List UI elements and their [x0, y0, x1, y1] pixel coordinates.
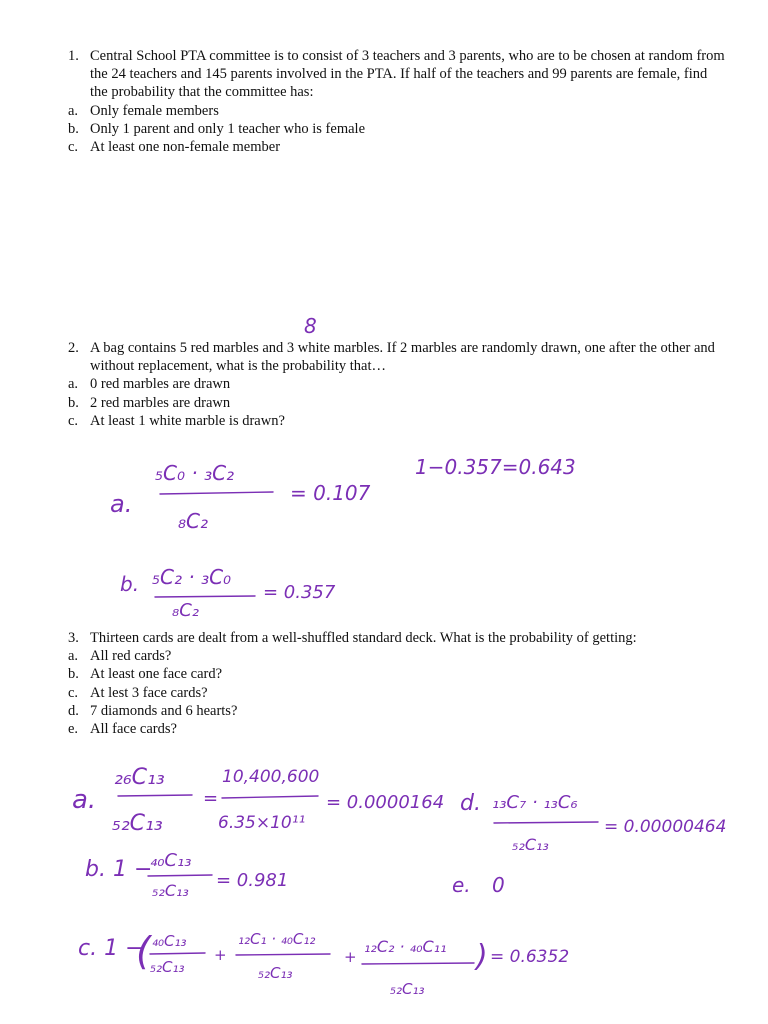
option-letter: b.: [68, 666, 79, 683]
p2-b-numerator: ₅C₂ · ₃C₀: [152, 565, 232, 589]
p3-c-term1-denominator: ₅₂C₁₃: [150, 958, 185, 976]
p2-c-result: 1−0.357=0.643: [415, 455, 576, 479]
p3-c-result: = 0.6352: [490, 947, 570, 967]
p3-e-label: e.: [452, 873, 471, 897]
p2-a-fraction-bar: [160, 492, 273, 494]
p3-b-result: = 0.981: [216, 870, 289, 891]
p3-d-denominator: ₅₂C₁₃: [512, 835, 549, 854]
problem-2-number: 2.: [68, 340, 79, 356]
p3-e-result: 0: [492, 873, 505, 897]
p3-d-numerator: ₁₃C₇ · ₁₃C₆: [492, 792, 578, 813]
option-text: 0 red marbles are drawn: [90, 376, 231, 393]
problem-2-text: A bag contains 5 red marbles and 3 white marbles. If 2 marbles are randomly drawn, one after the other and without replacement, what is the probability that…: [90, 340, 715, 375]
p3-a-fraction-bar: [118, 795, 192, 796]
p3-c-plus-1: +: [214, 946, 227, 964]
p3-b-label: b. 1 −: [85, 857, 153, 882]
p2-b-result: = 0.357: [263, 582, 336, 603]
p3-a-fraction-bar2: [222, 796, 318, 798]
p2-b-denominator: ₈C₂: [172, 600, 199, 621]
problem-1-text: Central School PTA committee is to consist of 3 teachers and 3 parents, who are to be chosen at random from the 24 teachers and 145 parents involved in the PTA. If half of the teachers and 99 parents are female, find the probability that the committee has:: [90, 48, 725, 101]
option-text: Only 1 parent and only 1 teacher who is female: [90, 120, 366, 137]
p3-d-result: = 0.00000464: [604, 817, 727, 837]
ink-group: [72, 314, 726, 998]
option-letter: c.: [68, 684, 79, 701]
p3-a-denominator2: 6.35×10¹¹: [218, 813, 306, 833]
option-text: 2 red marbles are drawn: [90, 394, 231, 411]
p3-c-term3-bar: [362, 963, 474, 964]
option-text: At least 1 white marble is drawn?: [90, 412, 285, 429]
p2-a-numerator: ₅C₀ · ₃C₂: [155, 461, 235, 485]
p3-c-term1-bar: [150, 953, 205, 954]
stray-digit: 8: [304, 314, 317, 338]
p2-a-result: = 0.107: [290, 481, 371, 505]
p3-b-denominator: ₅₂C₁₃: [152, 881, 189, 900]
p3-a-label: a.: [72, 785, 97, 815]
p3-c-term2-denominator: ₅₂C₁₃: [258, 964, 293, 982]
p3-c-term3-denominator: ₅₂C₁₃: [390, 980, 425, 998]
p3-d-label: d.: [460, 791, 481, 816]
p3-a-numerator: ₂₆C₁₃: [114, 765, 165, 790]
p3-c-label: c. 1 −: [78, 936, 144, 961]
p2-a-denominator: ₈C₂: [178, 509, 208, 533]
option-text: At least one non-female member: [90, 139, 281, 156]
p3-a-equals: =: [203, 788, 219, 809]
option-letter: e.: [68, 721, 79, 738]
option-text: All red cards?: [90, 648, 172, 665]
problem-1-number: 1.: [68, 48, 79, 64]
p3-c-term3-numerator: ₁₂C₂ · ₄₀C₁₁: [364, 937, 447, 956]
option-letter: c.: [68, 412, 79, 429]
option-letter: c.: [68, 139, 79, 156]
problem-3-text: Thirteen cards are dealt from a well-shuffled standard deck. What is the probability of getting:: [90, 630, 637, 646]
option-letter: b.: [68, 394, 79, 411]
option-letter: d.: [68, 702, 79, 719]
p3-c-plus-2: +: [344, 948, 357, 966]
p3-d-fraction-bar: [494, 822, 598, 823]
p2-b-label: b.: [120, 572, 140, 596]
p2-b-fraction-bar: [155, 596, 255, 597]
p3-a-result: = 0.0000164: [326, 792, 445, 813]
p3-b-numerator: ₄₀C₁₃: [150, 850, 192, 871]
p3-c-term2-bar: [236, 954, 330, 955]
p3-c-term2-numerator: ₁₂C₁ · ₄₀C₁₂: [238, 930, 316, 948]
p3-c-open-paren: (: [136, 929, 151, 973]
p2-a-label: a.: [110, 490, 133, 518]
option-text: All face cards?: [90, 721, 177, 738]
p3-a-numerator2: 10,400,600: [222, 767, 320, 787]
p3-c-term1-numerator: ₄₀C₁₃: [152, 932, 187, 950]
problem-3-number: 3.: [68, 630, 79, 646]
p3-b-fraction-bar: [148, 875, 212, 876]
option-letter: a.: [68, 376, 79, 393]
option-letter: b.: [68, 120, 79, 137]
option-text: 7 diamonds and 6 hearts?: [90, 702, 238, 719]
option-text: Only female members: [90, 102, 219, 119]
p3-a-denominator: ₅₂C₁₃: [112, 811, 163, 836]
p3-c-close-paren: ): [476, 939, 488, 974]
option-text: At lest 3 face cards?: [90, 684, 208, 701]
option-letter: a.: [68, 648, 79, 665]
option-letter: a.: [68, 102, 79, 119]
option-text: At least one face card?: [90, 666, 223, 683]
